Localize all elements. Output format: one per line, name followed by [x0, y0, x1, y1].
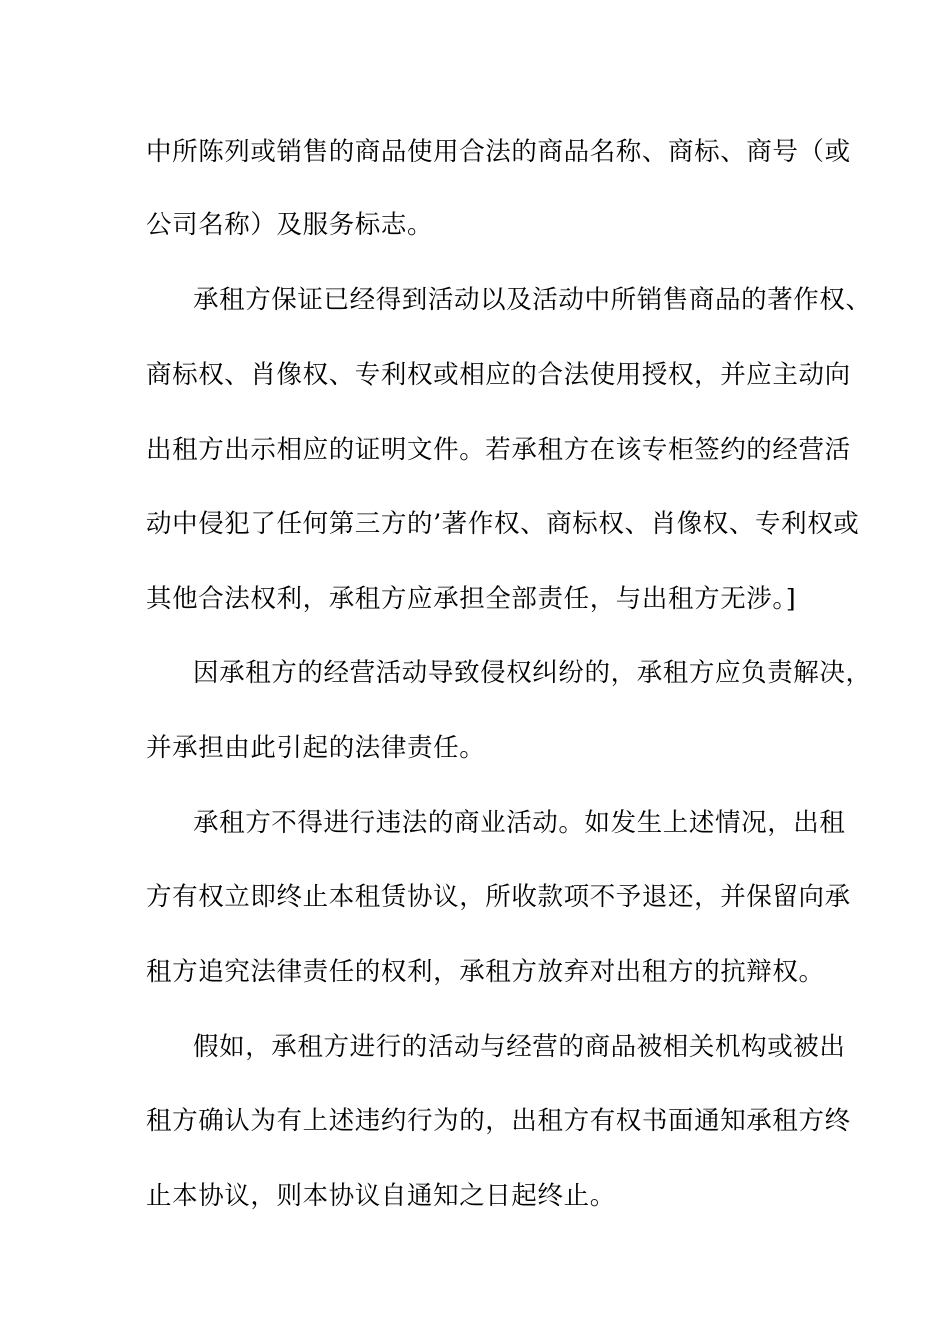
paragraph-start-line: 承租方保证已经得到活动以及活动中所销售商品的著作权、 — [193, 285, 872, 315]
paragraph-start-line: 因承租方的经营活动导致侵权纠纷的，承租方应负责解决， — [193, 658, 872, 688]
text-line: 方有权立即终止本租赁协议，所收款项不予退还，并保留向承 — [146, 882, 851, 912]
paragraph-start-line: 假如，承租方进行的活动与经营的商品被相关机构或被出 — [193, 1032, 846, 1062]
paragraph-start-line: 承租方不得进行违法的商业活动。如发生上述情况，出租 — [193, 808, 846, 838]
text-line: 其他合法权利，承租方应承担全部责任，与出租方无涉。] — [146, 584, 797, 614]
text-line: 租方追究法律责任的权利，承租方放弃对出租方的抗辩权。 — [146, 957, 825, 987]
text-line: 止本协议，则本协议自通知之日起终止。 — [146, 1181, 616, 1211]
text-line: 商标权、肖像权、专利权或相应的合法使用授权，并应主动向 — [146, 360, 851, 390]
text-line: 公司名称）及服务标志。 — [146, 210, 434, 240]
text-line: 动中侵犯了任何第三方的’著作权、商标权、肖像权、专利权或 — [146, 509, 860, 539]
text-line: 租方确认为有上述违约行为的，出租方有权书面通知承租方终 — [146, 1106, 851, 1136]
text-line: 并承担由此引起的法律责任。 — [146, 733, 486, 763]
text-line: 出租方出示相应的证明文件。若承租方在该专柜签约的经营活 — [146, 435, 851, 465]
text-line: 中所陈列或销售的商品使用合法的商品名称、商标、商号（或 — [146, 137, 851, 167]
